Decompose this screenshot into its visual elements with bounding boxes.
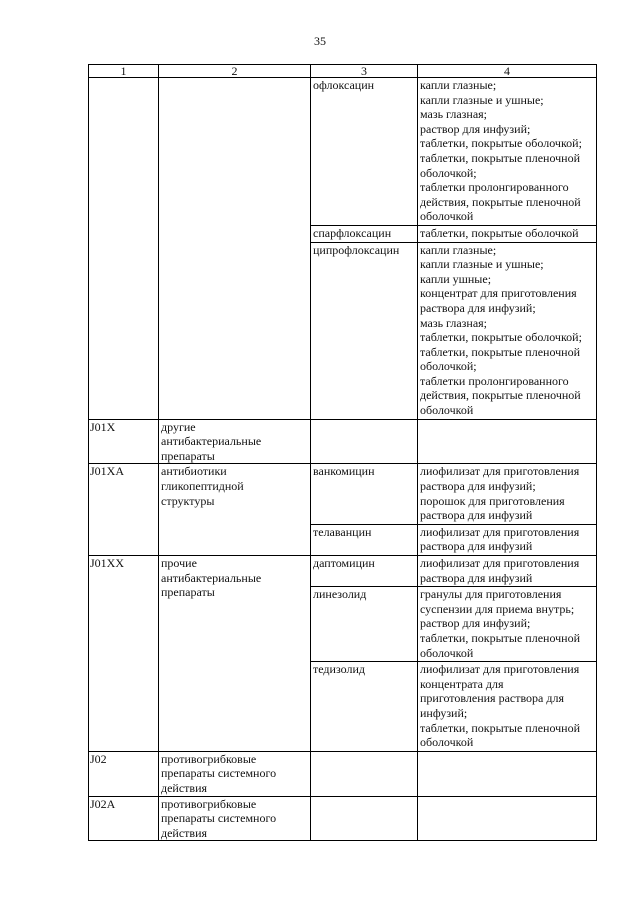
drug-name-cell: офлоксацин (311, 78, 418, 226)
cell-text-line: раствора для инфузий (420, 539, 533, 554)
cell-text-line: лиофилизат для приготовления (420, 662, 580, 677)
table-row (89, 556, 597, 587)
cell-text-line: мазь глазная; (420, 315, 488, 330)
table-row (89, 78, 597, 226)
cell-text-line: таблетки, покрытые оболочкой; (420, 136, 582, 151)
cell-text-line: гранулы для приготовления (420, 587, 562, 602)
cell-text-line: концентрата для (420, 676, 504, 691)
drug-table (88, 64, 597, 841)
page-number: 35 (314, 34, 326, 48)
atc-code-cell: J02 (89, 751, 159, 796)
cell-text-line: оболочкой (420, 645, 474, 660)
cell-text-line: действия, покрытые пленочной (420, 194, 581, 209)
cell-text-line: капли глазные и ушные; (420, 257, 544, 272)
dosage-forms-cell (418, 464, 597, 524)
group-cell (159, 78, 311, 420)
cell-text-line: таблетки, покрытые пленочной (420, 630, 581, 645)
drug-name-cell: спарфлоксацин (311, 225, 418, 242)
cell-text-line: капли глазные; (420, 242, 497, 257)
cell-text-line: действия (161, 825, 208, 840)
cell-text-line: препараты (161, 585, 215, 600)
atc-code-cell (89, 78, 159, 420)
drug-name-cell: тедизолид (311, 662, 418, 752)
cell-text-line: таблетки, покрытые оболочкой (420, 225, 579, 240)
dosage-forms-cell (418, 419, 597, 464)
cell-text-line: препараты системного (161, 811, 277, 826)
dosage-forms-cell (418, 242, 597, 419)
column-number: 4 (418, 65, 597, 78)
dosage-forms-cell (418, 524, 597, 555)
cell-text-line: таблетки, покрытые пленочной (420, 344, 581, 359)
cell-text-line: оболочкой; (420, 165, 477, 180)
cell-text-line: таблетки пролонгированного (420, 373, 569, 388)
cell-text-line: раствора для инфузий (420, 508, 533, 523)
cell-text-line: оболочкой; (420, 359, 477, 374)
dosage-forms-cell (418, 556, 597, 587)
cell-text-line: оболочкой (420, 403, 474, 418)
table-row (89, 464, 597, 524)
cell-text-line: раствора для инфузий; (420, 300, 536, 315)
cell-text-line: таблетки пролонгированного (420, 180, 569, 195)
atc-code-cell: J02A (89, 796, 159, 841)
cell-text-line: капли ушные; (420, 271, 492, 286)
cell-text-line: приготовления раствора для (420, 691, 564, 706)
drug-name-cell: телаванцин (311, 524, 418, 555)
cell-text-line: прочие (161, 556, 197, 570)
drug-name-cell: линезолид (311, 587, 418, 662)
cell-text-line: гликопептидной (161, 479, 244, 494)
cell-text-line: лиофилизат для приготовления (420, 556, 580, 570)
group-cell (159, 464, 311, 556)
table-row (89, 751, 597, 796)
drug-name-cell (311, 796, 418, 841)
drug-name-cell (311, 751, 418, 796)
group-cell (159, 796, 311, 841)
cell-text-line: противогрибковые (161, 796, 257, 811)
column-number: 2 (159, 65, 311, 78)
cell-text-line: концентрат для приготовления (420, 286, 577, 301)
cell-text-line: капли глазные и ушные; (420, 92, 544, 107)
atc-code-cell: J01XX (89, 556, 159, 752)
table-row (89, 796, 597, 841)
cell-text-line: лиофилизат для приготовления (420, 524, 580, 539)
atc-code-cell: J01X (89, 419, 159, 464)
cell-text-line: таблетки, покрытые пленочной (420, 720, 581, 735)
cell-text-line: другие (161, 419, 196, 434)
dosage-forms-cell (418, 78, 597, 226)
atc-code-cell: J01XA (89, 464, 159, 556)
column-number: 1 (89, 65, 159, 78)
cell-text-line: инфузий; (420, 705, 468, 720)
cell-text-line: действия (161, 780, 208, 795)
cell-text-line: мазь глазная; (420, 107, 488, 122)
drug-name-cell (311, 419, 418, 464)
drug-name-cell: ванкомицин (311, 464, 418, 524)
drug-name-cell: даптомицин (311, 556, 418, 587)
cell-text-line: препараты (161, 448, 215, 463)
cell-text-line: суспензии для приема внутрь; (420, 601, 575, 616)
cell-text-line: структуры (161, 493, 215, 508)
column-number-row (89, 65, 597, 78)
cell-text-line: раствора для инфузий; (420, 479, 536, 494)
cell-text-line: таблетки, покрытые оболочкой; (420, 330, 582, 345)
dosage-forms-cell (418, 796, 597, 841)
cell-text-line: раствора для инфузий (420, 570, 533, 585)
column-number: 3 (311, 65, 418, 78)
cell-text-line: раствор для инфузий; (420, 616, 531, 631)
dosage-forms-cell (418, 662, 597, 752)
cell-text-line: раствор для инфузий; (420, 121, 531, 136)
cell-text-line: лиофилизат для приготовления (420, 464, 580, 479)
cell-text-line: препараты системного (161, 766, 277, 781)
drug-name-cell: ципрофлоксацин (311, 242, 418, 419)
dosage-forms-cell (418, 751, 597, 796)
group-cell (159, 556, 311, 752)
cell-text-line: антибактериальные (161, 570, 262, 585)
cell-text-line: противогрибковые (161, 751, 257, 766)
cell-text-line: оболочкой (420, 209, 474, 224)
cell-text-line: капли глазные; (420, 78, 497, 92)
cell-text-line: оболочкой (420, 735, 474, 750)
dosage-forms-cell (418, 225, 597, 242)
cell-text-line: антибиотики (161, 464, 227, 479)
cell-text-line: действия, покрытые пленочной (420, 388, 581, 403)
cell-text-line: таблетки, покрытые пленочной (420, 150, 581, 165)
cell-text-line: антибактериальные (161, 434, 262, 449)
cell-text-line: порошок для приготовления (420, 493, 565, 508)
dosage-forms-cell (418, 587, 597, 662)
table-row (89, 419, 597, 464)
group-cell (159, 751, 311, 796)
group-cell (159, 419, 311, 464)
